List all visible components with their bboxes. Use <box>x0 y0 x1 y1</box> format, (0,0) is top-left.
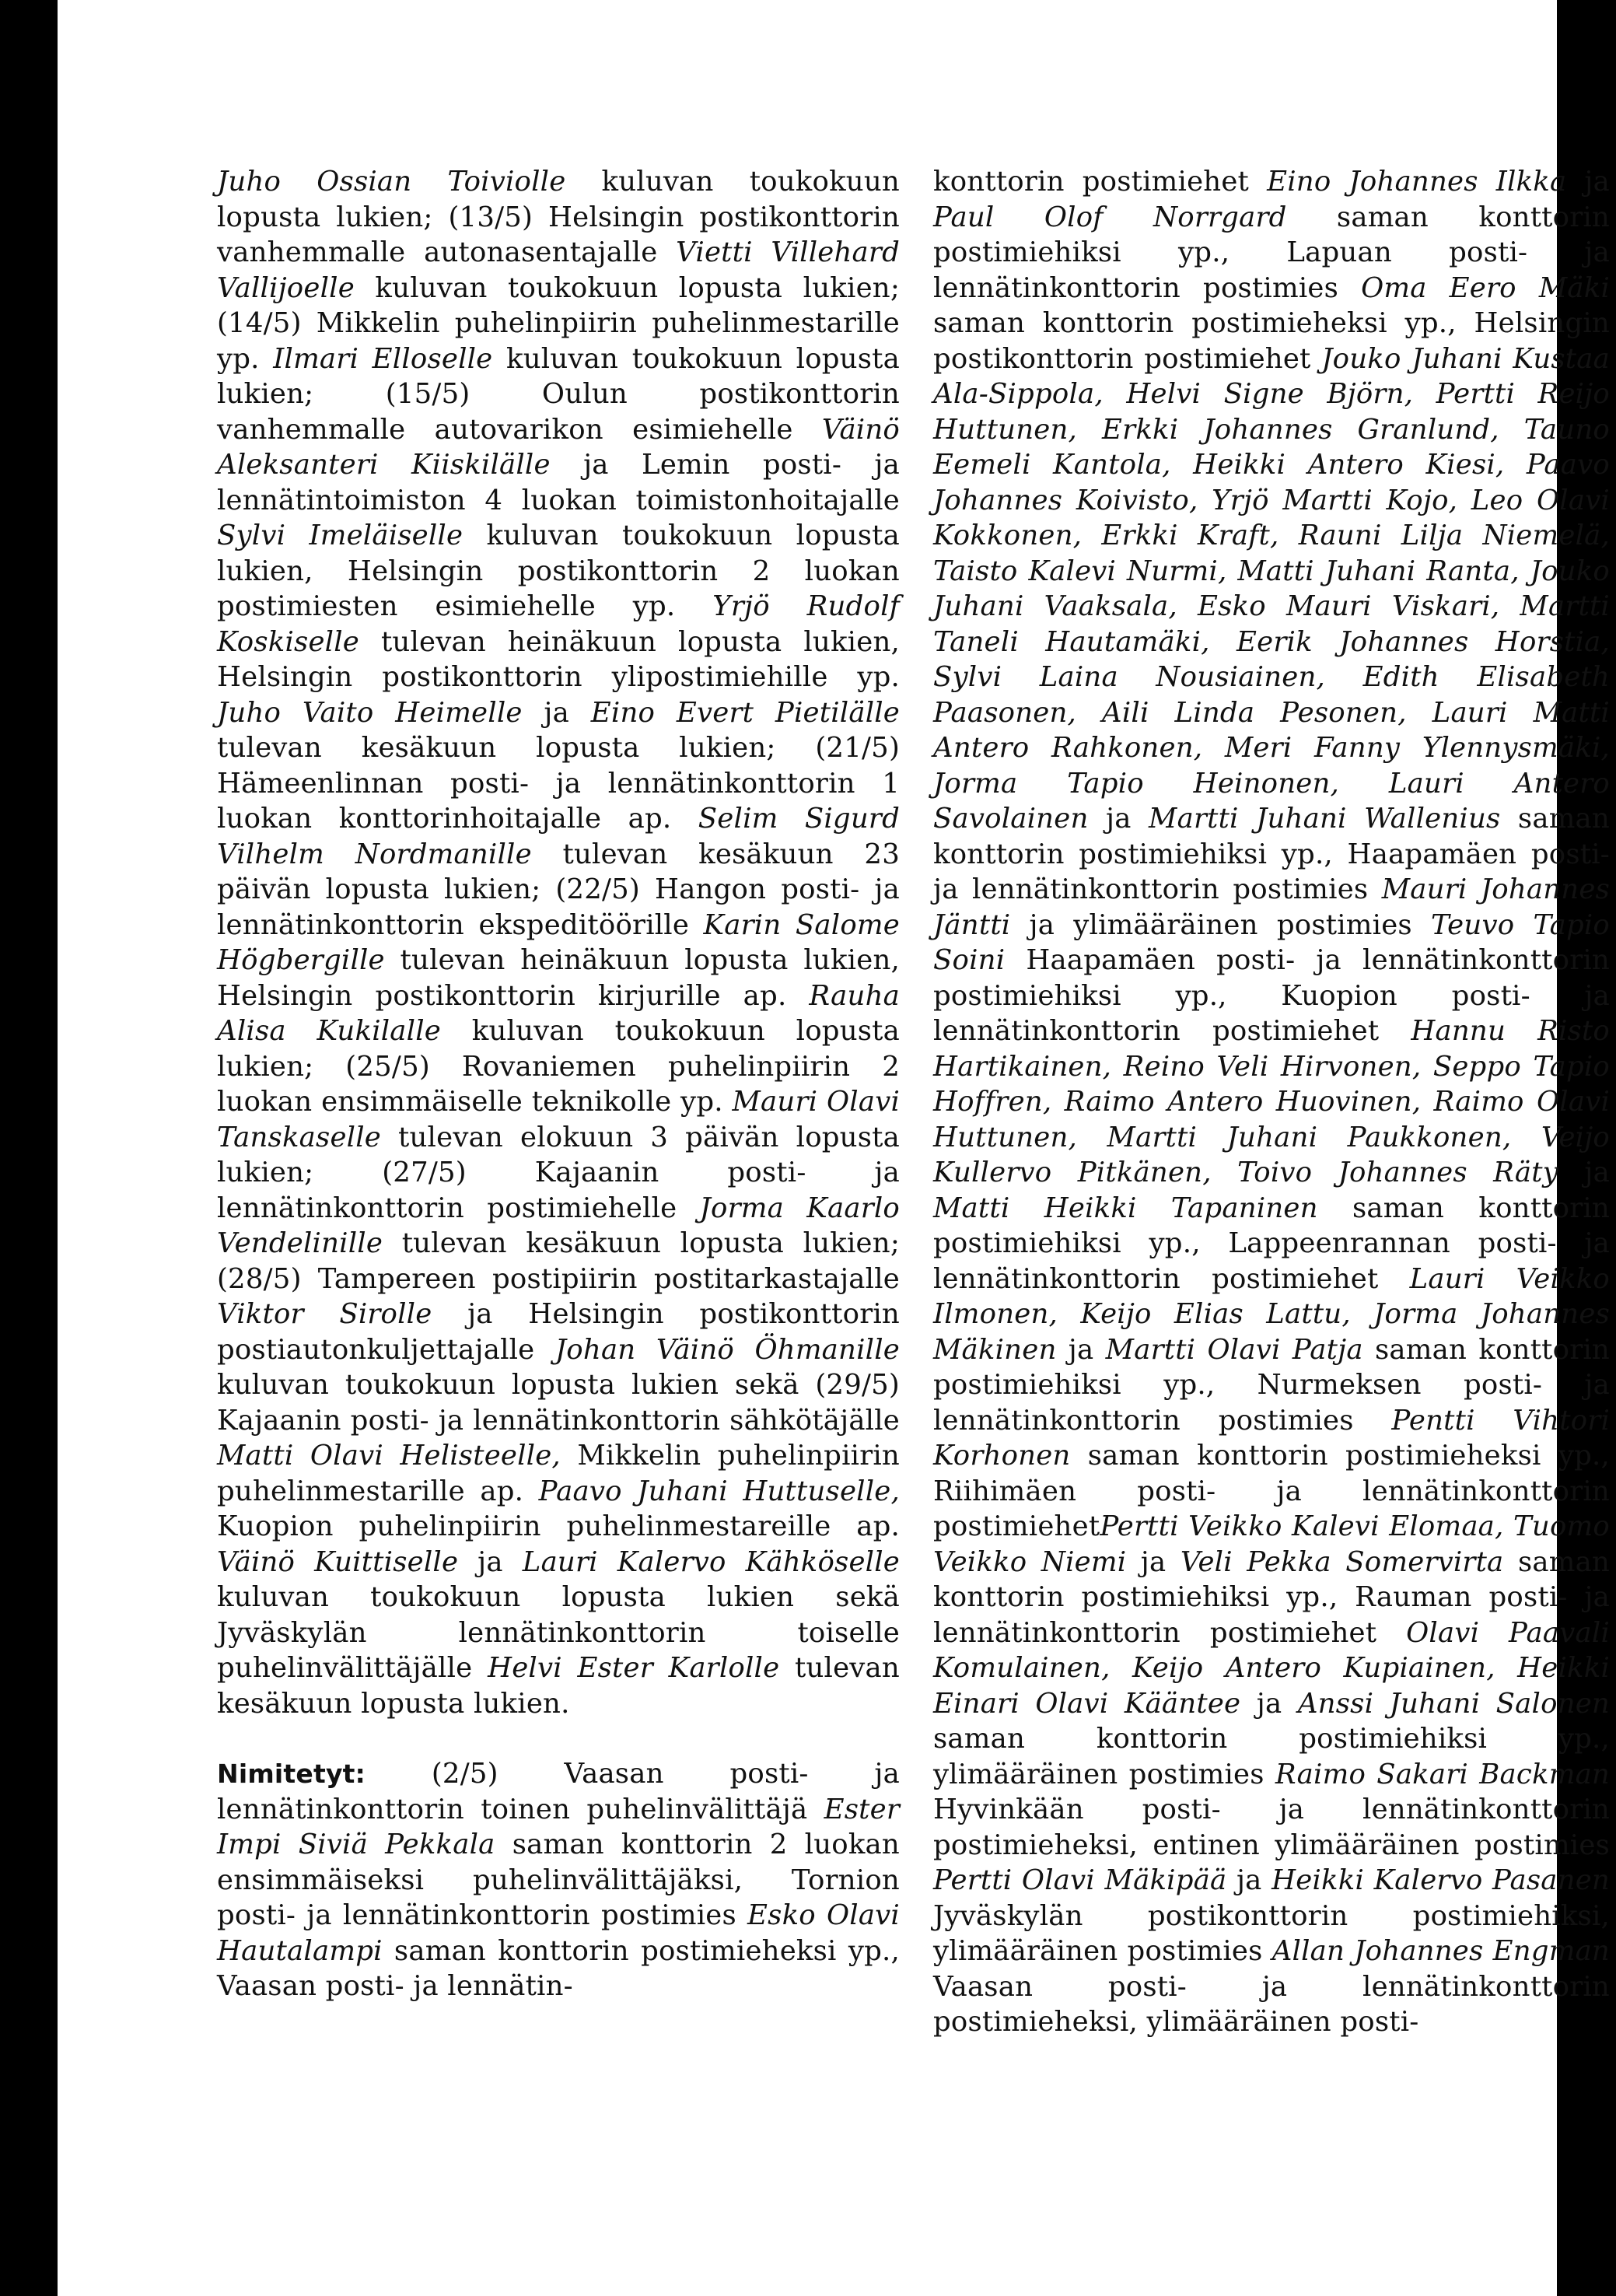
text-run: Hyvinkään posti- ja lennätinkonttorin postimieheksi, entinen ylimääräinen postimies <box>933 1794 1610 1861</box>
italic-name-run: Eino Evert Pietilälle <box>590 696 901 729</box>
italic-name-run: Yrjö Rudolf Koskiselle <box>217 590 900 658</box>
text-run: ja <box>522 696 591 729</box>
text-run: Jyväskylän postikonttorin postimiehiksi, ylimääräinen postimies <box>933 1899 1610 1967</box>
italic-name-run: Ester Impi Siviä Pekkala <box>217 1793 900 1860</box>
text-run: kuluvan toukokuun lopusta lukien; (15/5) Oulun postikonttorin vanhemmalle autovarikon esimiehelle <box>217 342 900 446</box>
italic-name-run: Rauha Alisa Kukilalle <box>217 979 900 1047</box>
italic-name-run: Allan Johannes Engman <box>1271 1935 1610 1967</box>
italic-name-run: Vietti Villehard Vallijoelle <box>217 236 900 304</box>
italic-name-run: Anssi Juhani Salonen <box>1297 1687 1611 1720</box>
text-run: ja ylimääräinen postimies <box>1010 908 1432 941</box>
italic-name-run: Lauri Veikko Ilmonen, Keijo Elias Lattu, Jorma Johannes Mäkinen <box>933 1262 1610 1366</box>
text-run: saman konttorin postimiehiksi yp., Nurmeksen posti- ja lennätinkonttorin postimies <box>933 1333 1610 1437</box>
italic-name-run: Helvi Ester Karlolle <box>488 1652 780 1684</box>
italic-name-run: Matti Olavi Helisteelle, <box>217 1440 561 1472</box>
paragraph-continuation <box>933 164 1610 2040</box>
text-run: ja <box>1558 1157 1610 1188</box>
text-run: ja <box>1088 803 1149 835</box>
italic-name-run: Mauri Olavi Tanskaselle <box>217 1086 900 1153</box>
italic-name-run: Paavo Juhani Huttuselle, <box>538 1475 900 1507</box>
italic-name-run: Teuvo Tapio Soini <box>933 908 1610 976</box>
text-run: tulevan elokuun 3 päivän lopusta lukien; (27/5) Kajaanin posti- ja lennätinkonttorin postimiehelle <box>217 1121 900 1224</box>
text-run: saman konttorin postimiehiksi yp., ylimääräinen postimies <box>933 1723 1610 1790</box>
text-run: Mikkelin puhelinpiirin puhelinmestarille ap. <box>217 1440 900 1507</box>
text-run: kuluvan toukokuun lopusta lukien sekä (29/5) Kajaanin posti- ja lennätinkonttorin sähkötäjälle <box>217 1369 900 1437</box>
text-run: tulevan kesäkuun lopusta lukien. <box>217 1652 900 1720</box>
text-run: saman konttorin 2 luokan ensimmäiseksi puhelinvälittäjäksi, Tornion posti- ja lennätinkonttorin postimies <box>217 1829 900 1931</box>
text-run: ja <box>1240 1687 1298 1720</box>
italic-name-run: Selim Sigurd Vilhelm Nordmanille <box>217 803 901 870</box>
text-run: ja <box>1126 1545 1181 1578</box>
italic-name-run: Pentti Vihtori Korhonen <box>933 1404 1610 1472</box>
text-run: tulevan heinäkuun lopusta lukien, Helsingin postikonttorin kirjurille ap. <box>217 944 900 1012</box>
italic-name-run: Jouko Juhani Kustaa Ala-Sippola, Helvi Signe Björn, Pertti Reijo Huttunen, Erkki Johannes Granlund, Tauno Eemeli Kantola, Heikki Antero Kiesi, Paavo Johannes Koivisto, Yrjö Martti Kojo, Leo Olavi Kokkonen, Erkki Kraft, Rauni Lilja Niemelä, Taisto Kalevi Nurmi, Matti Juhani Ranta, Jouko Juhani Vaaksala, Esko Mauri Viskari, Martti Taneli Hautamäki, Eerik Johannes Horstia, Sylvi Laina Nousiainen, Edith Elisabeth Paasonen, Aili Linda Pesonen, Lauri Matti Antero Rahkonen, Meri Fanny Ylennysmäki, Jorma Tapio Heinonen, Lauri Antero Savolainen <box>933 342 1611 835</box>
text-run: kuluvan toukokuun lopusta lukien, Helsingin postikonttorin 2 luokan postimiesten esimiehelle yp. <box>217 520 900 622</box>
italic-name-run: Juho Ossian Toiviolle <box>217 166 566 198</box>
left-column <box>217 164 900 2004</box>
italic-name-run: Johan Väinö Öhmanille <box>554 1333 900 1366</box>
document-page <box>58 0 1611 2296</box>
right-column <box>933 164 1610 2040</box>
italic-name-run: Matti Heikki Tapaninen <box>933 1192 1318 1224</box>
text-run: kuluvan toukokuun lopusta lukien sekä Jyväskylän lennätinkonttorin toiselle puhelinvälittäjälle <box>217 1581 900 1684</box>
italic-name-run: Martti Olavi Patja <box>1105 1333 1363 1366</box>
italic-name-run: Heikki Kalervo Pasanen <box>1271 1864 1610 1896</box>
text-run: tulevan kesäkuun 23 päivän lopusta lukien; (22/5) Hangon posti- ja lennätinkonttorin ekspeditöörille <box>217 838 901 941</box>
italic-name-run: Pertti Olavi Mäkipää <box>933 1864 1227 1896</box>
italic-name-run: Oma Eero Mäki <box>1361 271 1610 304</box>
italic-name-run: Jorma Kaarlo Vendelinille <box>217 1192 900 1259</box>
text-run: tulevan kesäkuun lopusta lukien; (28/5) Tampereen postipiirin postitarkastajalle <box>217 1227 900 1295</box>
italic-name-run: Esko Olavi Hautalampi <box>217 1899 900 1967</box>
italic-name-run: Viktor Sirolle <box>217 1298 432 1330</box>
text-run: saman konttorin postimieheksi yp., Helsingin postikonttorin postimiehet <box>933 307 1610 375</box>
text-run: ja <box>1566 166 1610 198</box>
italic-name-run: Karin Salome Högbergille <box>217 908 900 976</box>
text-run: Kuopion puhelinpiirin puhelinmestareille ap. <box>217 1510 900 1542</box>
text-run: kuluvan toukokuun lopusta lukien; (25/5) Rovaniemen puhelinpiirin 2 luokan ensimmäiselle teknikolle yp. <box>217 1015 901 1118</box>
text-run: ja Helsingin postikonttorin postiautonkuljettajalle <box>217 1298 900 1366</box>
italic-name-run: Eino Johannes Ilkka <box>1267 166 1567 198</box>
text-run: kuluvan toukokuun lopusta lukien; (14/5) Mikkelin puhelinpiirin puhelinmestarille yp. <box>217 271 900 375</box>
italic-name-run: Väinö Kuittiselle <box>217 1545 459 1578</box>
italic-name-run: Sylvi Imeläiselle <box>217 520 463 551</box>
nominations-heading: Nimitetyt: <box>217 1759 366 1789</box>
paragraph-appointments <box>217 164 900 1721</box>
text-run: ja <box>1056 1333 1106 1366</box>
text-run: saman konttorin postimiehiksi yp., Lappeenrannan posti- ja lennätinkonttorin postimiehet <box>933 1192 1610 1295</box>
text-run: saman konttorin postimiehiksi yp., Haapamäen posti- ja lennätinkonttorin postimies <box>933 803 1610 905</box>
text-run: (2/5) Vaasan posti- ja lennätinkonttorin toinen puhelinvälittäjä <box>217 1758 900 1825</box>
italic-name-run: Paul Olof Norrgard <box>933 201 1287 233</box>
text-run: saman konttorin postimiehiksi yp., Lapuan posti- ja lennätinkonttorin postimies <box>933 201 1610 304</box>
text-run: kuluvan toukokuun lopusta lukien; (13/5) Helsingin postikonttorin vanhemmalle autonasentajalle <box>217 166 900 268</box>
text-run: ja <box>458 1545 523 1578</box>
text-run: ja Lemin posti- ja lennätintoimiston 4 luokan toimistonhoitajalle <box>217 449 900 516</box>
text-run: konttorin postimiehet <box>933 166 1268 198</box>
italic-name-run: Mauri Johannes Jäntti <box>933 873 1611 941</box>
italic-name-run: Martti Juhani Wallenius <box>1149 803 1501 835</box>
italic-name-run: Lauri Kalervo Kähköselle <box>522 1545 901 1578</box>
italic-name-run: Pertti Veikko Kalevi Elomaa, Tuomo Veikko Niemi <box>933 1510 1610 1578</box>
text-run: tulevan heinäkuun lopusta lukien, Helsingin postikonttorin ylipostimiehille yp. <box>217 625 900 693</box>
text-run: tulevan kesäkuun lopusta lukien; (21/5) Hämeenlinnan posti- ja lennätinkonttorin 1 luokan konttorinhoitajalle ap. <box>217 732 900 835</box>
italic-name-run: Juho Vaito Heimelle <box>217 696 523 729</box>
italic-name-run: Ilmari Elloselle <box>273 342 493 375</box>
italic-name-run: Väinö Aleksanteri Kiiskilälle <box>217 413 900 481</box>
italic-name-run: Olavi Paavali Komulainen, Keijo Antero Kupiainen, Heikki Einari Olavi Kääntee <box>933 1616 1611 1720</box>
text-run: Haapamäen posti- ja lennätinkonttorin postimiehiksi yp., Kuopion posti- ja lennätinkonttorin postimiehet <box>933 944 1610 1047</box>
text-run: saman konttorin postimieheksi yp., Vaasan posti- ja lennätin- <box>217 1934 900 2002</box>
text-run: saman konttorin postimiehiksi yp., Rauman posti- ja lennätinkonttorin postimiehet <box>933 1545 1611 1649</box>
nominations-text <box>217 1758 900 2002</box>
text-run: ja <box>1226 1864 1272 1896</box>
italic-name-run: Raimo Sakari Backman <box>1275 1758 1610 1790</box>
italic-name-run: Veli Pekka Somervirta <box>1180 1545 1504 1578</box>
text-run: Vaasan posti- ja lennätinkonttorin postimieheksi, ylimääräinen posti- <box>933 1970 1610 2038</box>
paragraph-spacer <box>217 1721 900 1756</box>
text-run: saman konttorin postimieheksi yp., Riihimäen posti- ja lennätinkonttorin postimiehet <box>933 1440 1610 1542</box>
italic-name-run: Hannu Risto Hartikainen, Reino Veli Hirvonen, Seppo Tapio Hoffren, Raimo Antero Huovinen, Raimo Olavi Huttunen, Martti Juhani Paukkonen, Veijo Kullervo Pitkänen, Toivo Johannes Räty <box>933 1015 1611 1188</box>
paragraph-nominations <box>217 1756 900 2004</box>
